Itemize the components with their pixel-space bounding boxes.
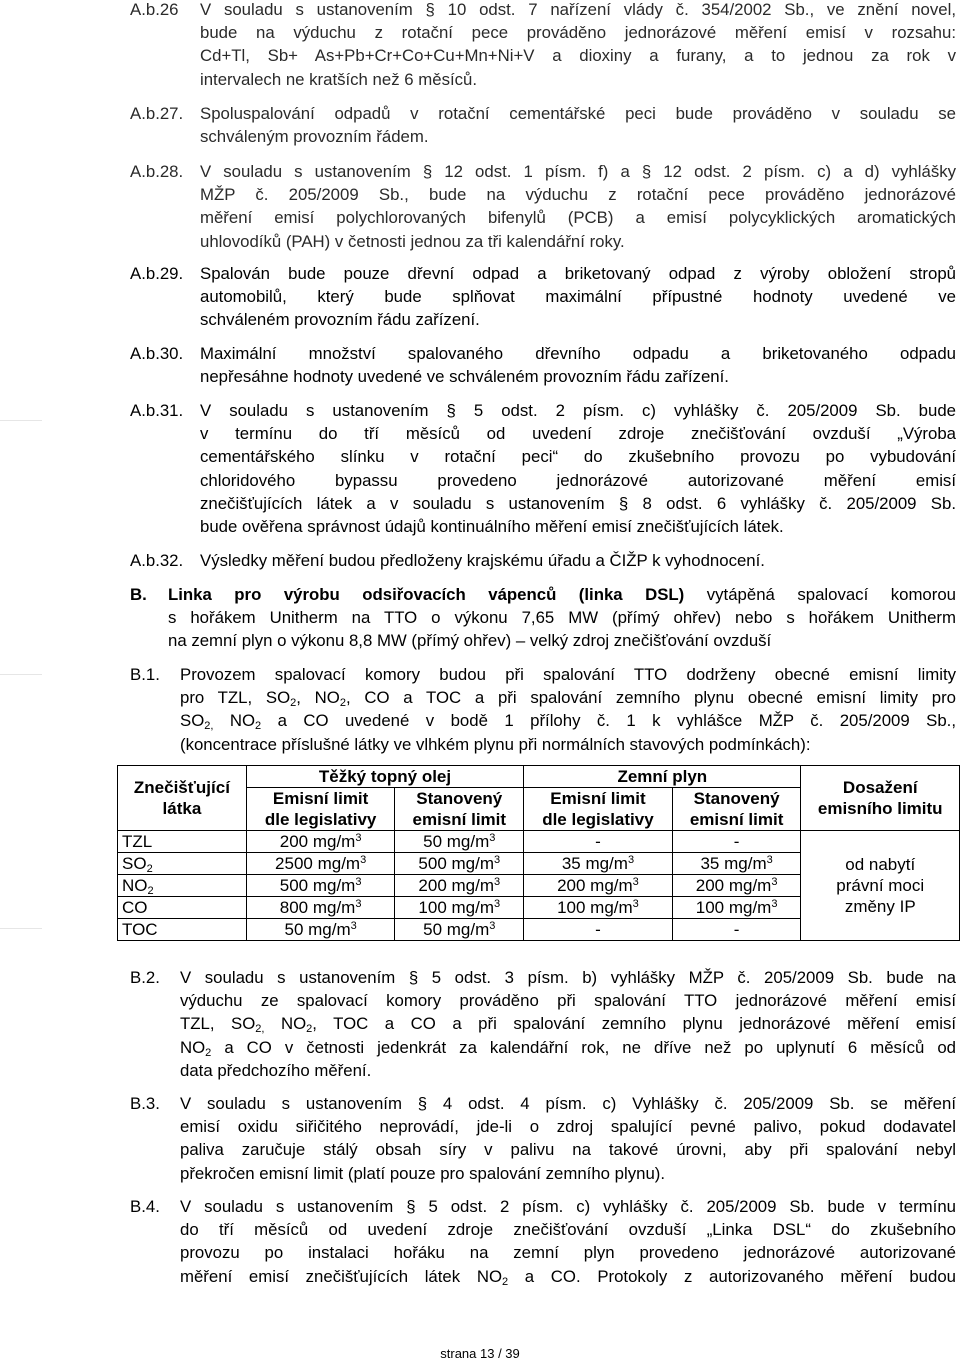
paragraph-number: A.b.32.	[130, 551, 184, 570]
header-achievement	[801, 766, 960, 831]
paragraph-text	[180, 1092, 956, 1185]
margin-mark	[0, 420, 42, 421]
text-line: schváleném provozním řádu zařízení.	[200, 310, 480, 330]
header-set-limit	[395, 788, 524, 831]
table-body	[118, 831, 960, 941]
paragraph-text	[200, 342, 956, 388]
limit-value: 500 mg/m	[418, 854, 495, 873]
text-line: (koncentrace příslušné látky ve vlhkém plynu při normálních stavových podmínkách):	[180, 734, 811, 754]
table-row	[118, 831, 960, 853]
header-text: dle legislativy	[542, 810, 654, 829]
limit-value: 2500 mg/m	[275, 854, 361, 873]
unit-exponent: 3	[627, 854, 635, 866]
text-line: Spoluspalování odpadů v rotační cementářské peci bude prováděno v souladu se	[200, 104, 956, 123]
table-header-row	[118, 766, 960, 788]
limit-value-cell	[395, 919, 524, 941]
paragraph-number: A.b.29.	[130, 264, 184, 283]
limit-value-cell	[246, 875, 395, 897]
text-line	[180, 709, 956, 732]
unit-exponent: 3	[489, 920, 496, 932]
unit-exponent: 3	[494, 876, 501, 888]
achievement-text: od nabytí	[845, 855, 916, 874]
text-line: do tří měsíců od uvedení zdroje znečišťování ovzduší „Linka DSL“ do zkušebního	[180, 1220, 956, 1240]
header-text: Emisní limit	[550, 789, 646, 808]
text-line	[180, 1012, 956, 1035]
limit-value: 100 mg/m	[557, 898, 633, 917]
text-line: V souladu s ustanovením § 5 odst. 2 písm. c) vyhlášky č. 205/2009 Sb. bude v termínu	[180, 1197, 956, 1216]
paragraph-text	[200, 0, 956, 91]
text-fragment: a CO. Protokoly z autorizovaného měření budou	[508, 1266, 957, 1286]
text-fragment: TZL, SO	[180, 1014, 256, 1034]
paragraph-a-b-26	[130, 0, 956, 94]
limit-value: 50 mg/m	[423, 832, 490, 851]
text-line	[180, 1265, 956, 1288]
header-limit	[524, 788, 673, 831]
header-text: emisní limit	[689, 810, 784, 829]
text-line: Spalován bude pouze dřevní odpad a briketovaný odpad z výroby obložení stropů	[200, 264, 956, 283]
text-fragment: a CO uvedené v bodě 1 přílohy č. 1 k vyhlášce MŽP č. 205/2009 Sb.,	[261, 711, 956, 731]
limit-value-cell: -	[672, 831, 801, 853]
text-fragment: , TOC a CO a při spalování zemního plynu jednorázové měření emisí	[312, 1014, 957, 1034]
text-fragment: , NO	[296, 688, 340, 708]
limit-value-cell	[395, 853, 524, 875]
text-line: V souladu s ustanovením § 10 odst. 7 nařízení vlády č. 354/2002 Sb., ve znění novel,	[200, 0, 956, 19]
header-text: dle legislativy	[264, 810, 377, 829]
pollutant-name: TZL	[118, 831, 247, 853]
header-text: Dosažení	[842, 778, 918, 797]
header-text: Znečišťující	[133, 778, 230, 797]
header-heavy-oil: Těžký topný olej	[246, 766, 523, 788]
header-text: emisního limitu	[817, 799, 943, 818]
unit-exponent: 3	[632, 898, 639, 910]
header-text: Stanovený	[416, 789, 503, 808]
text-line: provozu po instalaci hořáku na zemní plyn provedeno jednorázové autorizované	[180, 1243, 956, 1263]
limit-value: 35 mg/m	[561, 854, 628, 873]
section-number: B.	[130, 585, 147, 604]
unit-exponent: 3	[771, 898, 778, 910]
text-line: cementářského slínku v rotační peci“ do zkušebního provozu po vybudování	[200, 447, 956, 467]
unit-exponent: 3	[494, 854, 501, 866]
text-line	[180, 1036, 956, 1059]
text-line: bude na výduchu z rotační pece prováděno jednorázové měření emisí v rozsahu:	[200, 23, 956, 43]
text-line: intervalech ne kratších než 6 měsíců.	[200, 69, 478, 89]
unit-exponent: 3	[489, 832, 496, 844]
text-fragment: NO	[180, 1037, 206, 1057]
text-line: chloridového bypassu provedeno jednorázové autorizované měření emisí	[200, 470, 956, 490]
paragraph-number: A.b.27.	[130, 104, 184, 123]
section-text	[168, 583, 956, 653]
subscript: 2	[205, 1046, 212, 1059]
unit-exponent: 3	[355, 898, 362, 910]
limit-value-cell	[395, 875, 524, 897]
paragraph-text	[200, 549, 956, 572]
limit-value: 100 mg/m	[418, 898, 495, 917]
limit-value: 500 mg/m	[279, 876, 356, 895]
text-line: V souladu s ustanovením § 5 odst. 3 písm. b) vyhlášky MŽP č. 205/2009 Sb. bude na	[180, 968, 956, 987]
text-line: měření emisí polychlorovaných bifenylů (PCB) a emisí polycyklických aromatických	[200, 208, 956, 228]
header-text: látka	[162, 799, 202, 818]
text-line: V souladu s ustanovením § 12 odst. 1 písm. f) a § 12 odst. 2 písm. c) a d) vyhlášky	[200, 162, 956, 181]
margin-mark	[0, 674, 42, 675]
text-line: v termínu do tří měsíců od uvedení zdroje znečišťování ovzduší „Výroba	[200, 424, 956, 444]
paragraph-number: A.b.28.	[130, 162, 184, 181]
text-line: paliva zaručuje stálý obsah síry v palivu na takové úrovni, aby při spalování nebyl	[180, 1140, 956, 1160]
header-natural-gas: Zemní plyn	[524, 766, 801, 788]
achievement-text: právní moci	[836, 876, 925, 895]
header-text: Stanovený	[693, 789, 780, 808]
unit-exponent: 3	[360, 854, 367, 866]
paragraph-number: B.2.	[130, 968, 160, 987]
text-fragment: a CO v četnosti jedenkrát za kalendářní rok, ne dříve než po uplynutí 6 měsíců od	[211, 1037, 956, 1057]
achievement-cell	[801, 831, 960, 941]
limit-value: 200 mg/m	[557, 876, 633, 895]
text-line: na zemní plyn o výkonu 8,8 MW (přímý ohřev) – velký zdroj znečišťování ovzduší	[168, 631, 772, 651]
text-line: nepřesáhne hodnoty uvedené ve schváleném provozním řádu zařízení.	[200, 367, 729, 387]
subscript: 2	[147, 885, 154, 897]
unit-exponent: 3	[494, 898, 501, 910]
text-fragment: NO	[264, 1014, 307, 1034]
paragraph-number: B.3.	[130, 1094, 160, 1113]
text-line: překročen emisní limit (platí pouze pro spalování zemního plynu).	[180, 1163, 666, 1183]
limit-value: 100 mg/m	[695, 898, 772, 917]
limit-value-cell	[672, 853, 801, 875]
text-fragment: měření emisí znečišťujících látek NO	[180, 1266, 502, 1286]
text-line: V souladu s ustanovením § 5 odst. 2 písm. c) vyhlášky č. 205/2009 Sb. bude	[200, 401, 956, 420]
unit-exponent: 3	[766, 854, 773, 866]
text-line: Provozem spalovací komory budou při spalování TTO dodrženy obecné emisní limity	[180, 665, 956, 684]
unit-exponent: 3	[355, 832, 362, 844]
header-text: Emisní limit	[272, 789, 369, 808]
subscript: 2	[290, 697, 297, 710]
limit-value-cell	[246, 853, 395, 875]
subscript: 2,	[255, 1023, 265, 1036]
subscript: 2	[502, 1275, 509, 1288]
limit-value: 800 mg/m	[279, 898, 356, 917]
paragraph-text	[200, 262, 956, 332]
section-title: Linka pro výrobu odsiřovacích vápenců (linka DSL)	[168, 585, 685, 604]
subscript: 2	[306, 1023, 313, 1036]
text-fragment: SO	[180, 711, 205, 731]
limit-value-cell: -	[524, 831, 673, 853]
limit-value-cell	[672, 875, 801, 897]
unit-exponent: 3	[355, 876, 362, 888]
text-line: data předchozího měření.	[180, 1060, 372, 1080]
paragraph-text	[180, 663, 956, 756]
text-line: Cd+Tl, Sb+ As+Pb+Cr+Co+Cu+Mn+Ni+V a dioxiny a furany, a to jednou za rok v	[200, 46, 956, 66]
limit-value: 200 mg/m	[695, 876, 772, 895]
paragraph-text	[200, 160, 956, 253]
text-line: schváleným provozním řádem.	[200, 127, 429, 147]
paragraph-text	[200, 102, 956, 148]
text-line: V souladu s ustanovením § 4 odst. 4 písm. c) Vyhlášky č. 205/2009 Sb. se měření	[180, 1094, 956, 1113]
subscript: 2	[339, 697, 346, 710]
limit-value: 35 mg/m	[700, 854, 767, 873]
limit-value-cell	[246, 831, 395, 853]
paragraph-text	[200, 399, 956, 538]
paragraph-number: A.b.26	[130, 0, 179, 19]
paragraph-number: A.b.31.	[130, 401, 184, 420]
header-pollutant	[118, 766, 247, 831]
emission-limits-table	[117, 765, 960, 941]
text-line: s hořákem Unitherm na TTO o výkonu 7,65 MW (přímý ohřev) nebo s hořákem Unitherm	[168, 608, 956, 628]
paragraph-number: A.b.30.	[130, 344, 184, 363]
limit-value-cell	[524, 853, 673, 875]
header-text: emisní limit	[412, 810, 507, 829]
text-fragment: NO	[213, 711, 256, 731]
page-number: strana 13 / 39	[440, 1346, 520, 1361]
pollutant-name: $SO_2$	[118, 853, 247, 875]
unit-exponent: 3	[771, 876, 778, 888]
limit-value-cell	[246, 897, 395, 919]
limit-value-cell: -	[524, 919, 673, 941]
text-line: znečišťujících látek a v souladu s ustanovením § 8 odst. 6 vyhlášky č. 205/2009 Sb.	[200, 493, 956, 513]
text-line: automobilů, který bude splňovat maximální přípustné hodnoty uvedené ve	[200, 287, 956, 307]
pollutant-name: $NO_2$	[118, 875, 247, 897]
paragraph-text	[180, 966, 956, 1082]
limit-value-cell	[524, 875, 673, 897]
text-fragment: , CO a TOC a při spalování zemního plynu obecné emisní limity pro	[345, 688, 956, 708]
margin-mark	[0, 928, 42, 929]
text-line: emisí oxidu siřičitého neprovádí, jde-li o zdroj spalující pevné palivo, pokud dodavatel	[180, 1117, 956, 1137]
limit-value-cell	[246, 919, 395, 941]
paragraph-text	[180, 1195, 956, 1288]
text-line: bude ověřena správnost údajů kontinuálního měření emisí znečišťujících látek.	[200, 517, 784, 537]
pollutant-name: CO	[118, 897, 247, 919]
pollutant-name: TOC	[118, 919, 247, 941]
text-line: výduchu ze spalovací komory prováděno při spalování TTO jednorázové měření emisí	[180, 991, 956, 1011]
subscript: 2,	[204, 720, 214, 733]
header-limit	[246, 788, 395, 831]
limit-value-cell: -	[672, 919, 801, 941]
limit-value: 50 mg/m	[284, 920, 351, 939]
text-fragment: pro TZL, SO	[180, 688, 291, 708]
limit-value-cell	[395, 897, 524, 919]
text-line: MŽP č. 205/2009 Sb., bude na výduchu z rotační pece prováděno jednorázové	[200, 185, 956, 205]
text-line	[180, 686, 956, 709]
text-line: Výsledky měření budou předloženy krajskému úřadu a ČIŽP k vyhodnocení.	[200, 551, 765, 570]
unit-exponent: 3	[632, 876, 639, 888]
subscript: 2	[255, 720, 262, 733]
text-line: Maximální množství spalovaného dřevního odpadu a briketovaného odpadu	[200, 344, 956, 363]
paragraph-number: B.4.	[130, 1197, 160, 1216]
limit-value: 50 mg/m	[423, 920, 490, 939]
limit-value: 200 mg/m	[279, 832, 356, 851]
achievement-text: změny IP	[844, 897, 916, 916]
subscript: 2	[146, 863, 153, 875]
text-line	[168, 583, 956, 606]
limit-value-cell	[524, 897, 673, 919]
text-line: uhlovodíků (PAH) v četnosti jednou za tři kalendářní roky.	[200, 231, 625, 251]
paragraph-number: B.1.	[130, 665, 160, 684]
section-title-rest: vytápěná spalovací komorou	[684, 585, 957, 604]
limit-value-cell	[672, 897, 801, 919]
header-set-limit	[672, 788, 801, 831]
limit-value-cell	[395, 831, 524, 853]
unit-exponent: 3	[350, 920, 357, 932]
limit-value: 200 mg/m	[418, 876, 495, 895]
